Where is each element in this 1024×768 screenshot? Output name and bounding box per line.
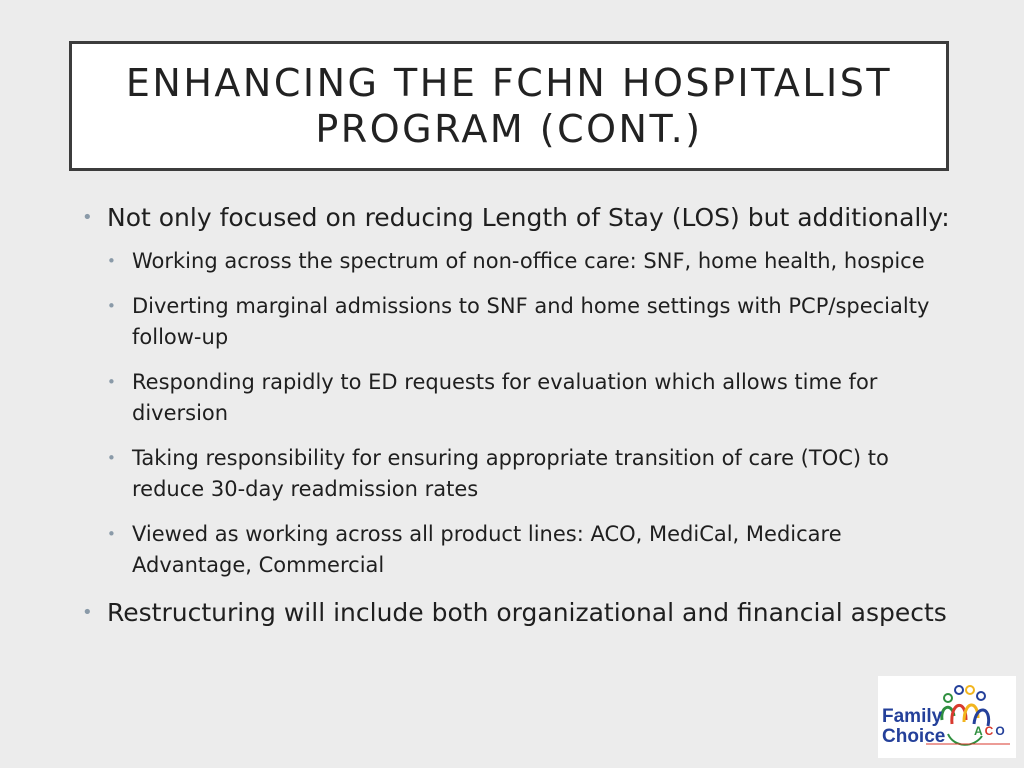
bullet-icon: •	[107, 373, 116, 391]
sub-bullet-text: Viewed as working across all product lines: ACO, MediCal, Medicare Advantage, Commercial	[132, 522, 842, 577]
bullet-item	[82, 595, 952, 631]
bullet-list	[82, 200, 952, 631]
sub-bullet-item	[107, 519, 952, 581]
sub-bullet-text: Responding rapidly to ED requests for evaluation which allows time for diversion	[132, 370, 878, 425]
bullet-text: Not only focused on reducing Length of Stay (LOS) but additionally:	[107, 203, 950, 232]
sub-bullet-text: Diverting marginal admissions to SNF and home settings with PCP/specialty follow-up	[132, 294, 930, 349]
sub-bullet-text: Taking responsibility for ensuring appropriate transition of care (TOC) to reduce 30-day readmission rates	[132, 446, 889, 501]
bullet-icon: •	[82, 207, 93, 228]
bullet-icon: •	[107, 297, 116, 315]
bullet-icon: •	[107, 252, 116, 270]
logo-text-family: Family	[882, 706, 943, 727]
sub-bullet-item	[107, 291, 952, 353]
bullet-icon: •	[107, 449, 116, 467]
family-choice-aco-logo	[878, 676, 1016, 758]
logo-text-choice: Choice	[882, 726, 946, 747]
sub-bullet-item	[107, 367, 952, 429]
slide-content	[82, 200, 952, 637]
slide-title: ENHANCING THE FCHN HOSPITALIST PROGRAM (CONT.)	[125, 61, 893, 151]
title-box	[69, 41, 949, 171]
logo-aco-letters: ACO	[974, 724, 1007, 738]
bullet-icon: •	[107, 525, 116, 543]
sub-bullet-item	[107, 443, 952, 505]
bullet-item	[82, 200, 952, 581]
sub-bullet-list	[107, 246, 952, 581]
sub-bullet-text: Working across the spectrum of non-office care: SNF, home health, hospice	[132, 249, 925, 273]
bullet-icon: •	[82, 602, 93, 623]
sub-bullet-item	[107, 246, 952, 277]
bullet-text: Restructuring will include both organizational and financial aspects	[107, 598, 947, 627]
